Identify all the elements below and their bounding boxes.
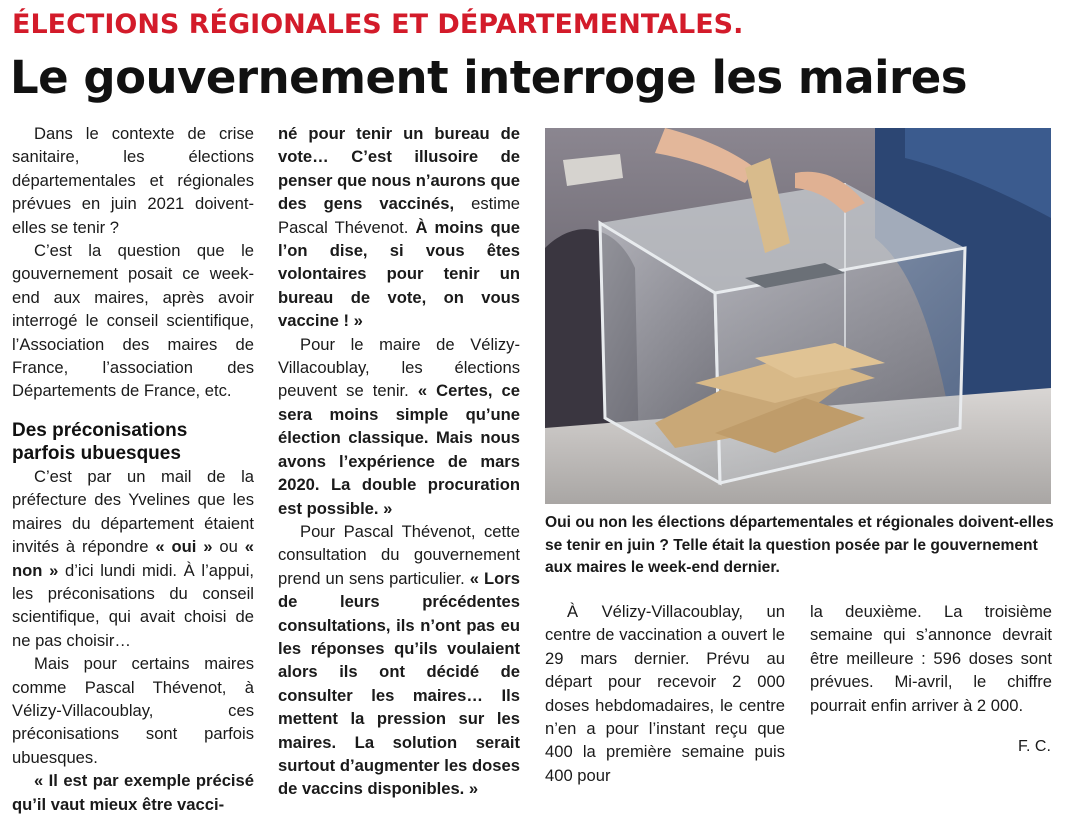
article-column-2 [278,122,520,801]
paragraph: C’est la question que le gouvernement posait ce week-end aux maires, après avoir interrogé le conseil scientifique, l’Association des maires de France, l’association des Départements de France, etc. [12,241,254,401]
quote: À moins que l’on dise, si vous êtes volontaires pour tenir un bureau de vote, on vous vaccine ! » [278,217,520,331]
photo-caption: Oui ou non les élections départementales et régionales doivent-elles se tenir en juin ? Telle était la question posée par le gouvernement aux maires le week-end dernier. [545,514,1054,576]
paragraph [12,465,254,652]
ballot-box-photo [545,128,1051,504]
text: Pour Pascal Thévenot, cette consultation du gouvernement prend un sens particulier. [278,521,520,588]
text: Pour le maire de Vélizy-Villacoublay, les élections peuvent se tenir. [278,334,520,401]
text: ou [212,537,245,557]
article-column-1 [12,122,254,816]
quote-oui: « oui » [155,537,213,557]
subheading: Des préconisations parfois ubuesques [12,419,188,464]
paragraph: Mais pour certains maires comme Pascal Thévenot, à Vélizy-Villacoublay, ces préconisations sont parfois ubuesques. [12,654,254,767]
paragraph [278,333,520,520]
paragraph: Dans le contexte de crise sanitaire, les élections départementales et régionales prévues en juin 2021 doivent-elles se tenir ? [12,124,254,237]
article-column-3 [545,600,785,787]
quote: « Lors de leurs précédentes consultations, ils n’ont pas eu les réponses qu’ils voulaient alors ils ont décidé de consulter les maires… Ils mettent la pression sur les maires. La solution serait surtout d’augmenter les doses de vaccins disponibles. » [278,568,520,799]
text: d’ici lundi midi. À l’appui, les préconisations du conseil scientifique, qui avait choisi de ne pas choisir… [12,560,254,650]
headline: Le gouvernement interroge les maires [10,51,968,104]
paragraph: À Vélizy-Villacoublay, un centre de vaccination a ouvert le 29 mars dernier. Prévu au départ pour recevoir 2 000 doses hebdomadaires, le centre n’en a pour l’instant reçu que 400 la première semaine puis 400 pour [545,602,785,785]
article-column-4 [810,600,1052,717]
paragraph [278,520,520,801]
paragraph [278,122,520,333]
quote: « Certes, ce sera moins simple qu’une élection classique. Mais nous avons l’expérience de mars 2020. La double procuration est possible. » [278,381,520,518]
text: estime Pascal Thévenot. [278,194,521,237]
quote-paragraph: « Il est par exemple précisé qu’il vaut mieux être vacci- [12,771,254,814]
kicker: ÉLECTIONS RÉGIONALES ET DÉPARTEMENTALES. [12,9,744,40]
quote: né pour tenir un bureau de vote… C’est illusoire de penser que nous n’aurons que des gens vaccinés, [278,124,520,214]
author-signature: F. C. [1018,738,1051,755]
text: C’est par un mail de la préfecture des Yvelines que les maires du département étaient invités à répondre [12,466,254,557]
quote-non: « non » [12,537,254,580]
paragraph: la deuxième. La troisième semaine qui s’annonce devrait être meilleure : 596 doses sont prévues. Mi-avril, le chiffre pourrait enfin arriver à 2 000. [810,602,1052,715]
